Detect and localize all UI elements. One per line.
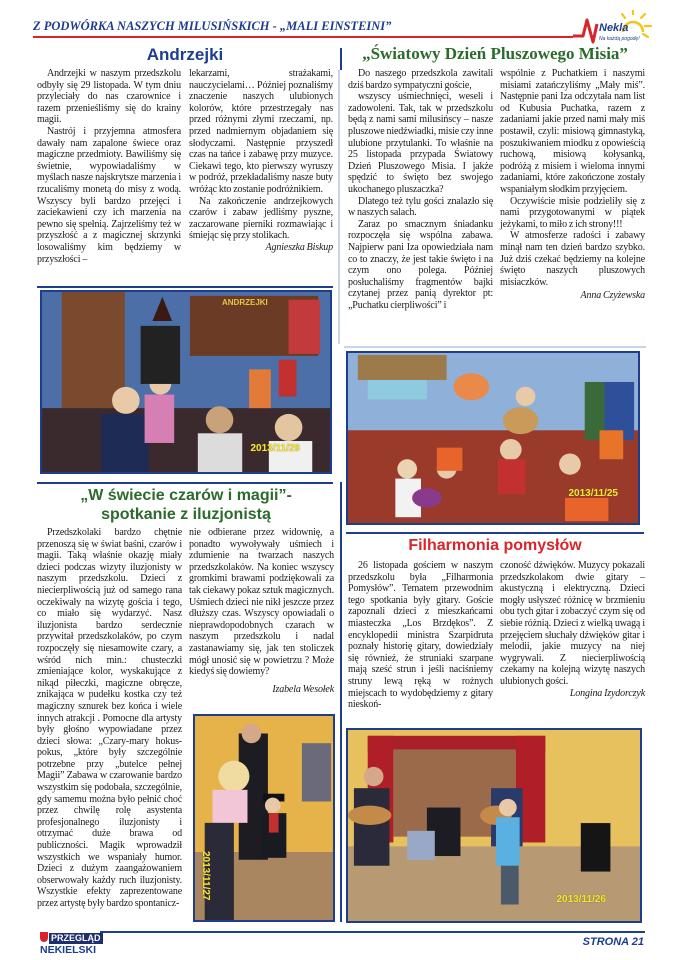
misia-column-2 (500, 68, 645, 302)
czary-column-2 (189, 527, 334, 695)
misia-column-1 (348, 68, 493, 311)
footer-rule (100, 931, 645, 933)
paragraph: Nastrój i przyjemna atmosfera dawały nam zapalone świece oraz magiczne przedmioty. Bawiliśmy się świetnie, wypowiadaliśmy w myślach nasze najskrytsze marzenia i rzucaliśmy monetą do misy z wodą. Wszyscy byli bardzo przejęci i zaciekawieni czy ich marzenia na pewno się spełnią. Zajrzeliśmy też w przyszłość a z magicznej skrzynki losowaliśmy kim będziemy w przyszłości – (37, 125, 181, 265)
headline-andrzejki: Andrzejki (146, 45, 224, 64)
photo-czary (193, 714, 335, 922)
photo-date-stamp: 2013/11/29 (250, 443, 300, 454)
paragraph: Andrzejki w naszym przedszkolu odbyły się 29 listopada. W tym dniu przyleciały do nas czarownice i razem przenieśliśmy się do krainy magii. (37, 68, 181, 126)
paragraph: nie odbierane przez widownię, a ponadto wywoływały uśmiech i zdumienie na twarzach naszych przedszkolaków. Na koniec wszyscy gromkimi brawami podziękowali za tak ciekawy pokaz sztuk magicznych. Uśmiech dzieci nie nikł jeszcze przez dłuższy czas. Wszyscy opowiadali o nieprawdopodobnych czarach w naszym przedszkolu i nadal zastanawiamy się, jak ten stoliczek mógł unosić się w powietrzu ? Może kiedyś się dowiemy? (189, 527, 334, 678)
headline-line: „W świecie czarów i magii”- (80, 487, 292, 504)
photo-image (348, 730, 640, 921)
section-rule (37, 286, 333, 288)
photo-sign: ANDRZEJKI (222, 298, 268, 307)
headline-line: spotkanie z iluzjonistą (101, 506, 271, 523)
section-rule-light (344, 346, 646, 348)
headline-czary (37, 486, 335, 524)
headline-mis: „Światowy Dzień Pluszowego Misia” (362, 44, 628, 63)
column-divider (340, 482, 342, 922)
paragraph: Zaraz po smacznym śniadanku rozpoczęła się wspólna zabawa. Najpierw pani Iza opowiedziała nam co to znaczy, że jest takie święto i na czym ono polega. Później posłuchaliśmy fragmentów bajki czytanej przez panią dyrektor pt: „Puchatku cierpliwości” i (348, 218, 493, 311)
paragraph: W atmosferze radości i zabawy minął nam ten dzień bardzo szybko. Już dziś czekać będziemy na kolejne święto naszych pluszowych misiaczków. (500, 230, 645, 288)
paragraph: Przedszkolaki bardzo chętnie przenoszą się w świat baśni, czarów i magii. Taką właśnie okazję miały dzieci podczas wizyty iluzjonisty w naszym przedszkolu. Dzieci z niecierpliwością już od samego rana oczekiwały na wizytę gościa i tego, co miało się wydarzyć. Nasz iluzjonista bardzo serdecznie przywitał przedszkolaków, po czym rozpoczęły się niesamowite czary, a wśród nich min.: chusteczki zmieniające kolor, wyskakujące z nikąd piłeczki, magiczne obręcze, znikająca w pudełku kostka czy też magiczny sznurek bez końca i wiele innych atrakcji . Pomocne dla artysty były głośno wypowiadane przez dzieci słowa: „Czary-mary hokus-pokus, „które były szczególnie potrzebne przy „butelce pełnej Magii” Zabawa w czarowanie bardzo wszystkim się podobała, szczególnie, gdy samemu można było pełnić choć przez chwilę rolę asystenta profesjonalnego iluzjonisty i otrzymać duże brawa od publiczności. Magik wprowadził wszystkich we wspaniały humor. Dzieci z dużym zaangażowaniem obserwowały każdy ruch iluzjonisty. Wszystkie efekty zaprezentowane przez artystę były bardzo spontanicz- (37, 527, 182, 909)
section-title: Z PODWÓRKA NASZYCH MILUSIŃSKICH - „MALI EINSTEINI” (33, 19, 392, 33)
photo-filharmonia (346, 728, 642, 923)
paragraph: Na zakończenie andrzejkowych czarów i zabaw jedliśmy pyszne, zaczarowane pierniki rozmawiając i śmiejąc się przy stolikach. (189, 195, 333, 242)
paragraph: wspólnie z Puchatkiem i naszymi misiami zatańczyliśmy „Mały miś”. Następnie pani Iza odczytała nam list od Kubusia Puchatka, razem z zadaniami jakie przed nami mały miś postawił, czyli: misiową gimnastyką, poszukiwaniem miodku z opowieścią ruchową, misiową kołysanką, podróżą z misiem i wieloma innymi zadaniami, które zakończone zostały wspaniałym słodkim przyjęciem. (500, 68, 645, 195)
photo-date-stamp: 2013/11/26 (556, 894, 606, 905)
logo-text: Nekla (599, 22, 629, 34)
photo-date-stamp: 2013/11/27 (200, 851, 211, 901)
photo-image (195, 716, 333, 920)
publication-name-line2: NEKIELSKI (40, 944, 97, 956)
author-signature: Agnieszka Biskup (265, 241, 333, 253)
column-divider (340, 48, 342, 70)
paragraph: Do naszego przedszkola zawitali dziś bardzo sympatyczni goście, (348, 68, 493, 91)
czary-column-1 (37, 527, 182, 910)
filharmonia-column-1 (348, 560, 493, 711)
author-signature: Longina Izydorczyk (569, 687, 645, 699)
publication-logo (40, 926, 103, 956)
andrzejki-column-1 (37, 68, 181, 282)
paragraph: Oczywiście misie podzieliły się z nami przygotowanymi w piątek jeżykami, to miło z ich strony!!! (500, 195, 645, 230)
paragraph: wszyscy uśmiechnięci, weseli i zadowoleni. Tak, tak w przedszkolu będą z nami sami milusińscy – nasze pluszowe niedźwiadki, misie czy inne ulubione przytulanki. To właśnie na 25 listopada przypada Światowy Dzień Pluszowego Misia. I jakże spędzić to święto bez swojego ukochanego pluszaczka? (348, 91, 493, 195)
page-number: STRONA 21 (582, 936, 644, 948)
paragraph: lekarzami, strażakami, nauczycielami… Później poznaliśmy znaczenie naszych ulubionych kolorów, które przestrzegały nas przed różnymi złymi rzeczami, np. przed nadmiernym objadaniem się słodyczami. Następnie przyszedł czas na tańce i zabawę przy muzyce. Ciekawi tego, kto pierwszy wyruszy w podróż, przekładaliśmy nasze buty wróżąc kto zostanie podróżnikiem. (189, 68, 333, 195)
column-divider-light (338, 70, 340, 344)
header-rule (33, 36, 573, 38)
photo-misia (346, 351, 640, 525)
publication-name-line1: PRZEGLĄD (51, 933, 101, 943)
section-rule (346, 532, 644, 534)
paragraph: 26 listopada gościem w naszym przedszkolu była „Filharmonia Pomysłów”. Tematem przewodnim tego spotkania były gitary. Goście zapoznali dzieci z mieszkańcami miasteczka „Los Brzdękos”. Z encyklopedii ministra Szarpidruta poznały historię gitary, dowiedziały się również, że struniaki szarpane mają sześć strun i jeśli naciśniemy struny lewą ręką w rożnych miejscach to wydobędziemy z gitary nieskoń- (348, 560, 493, 711)
filharmonia-column-2 (500, 560, 645, 699)
logo-tagline: Na każdą pogodę! (599, 36, 640, 42)
author-signature: Izabela Wesołek (272, 683, 334, 695)
headline-filharmonia: Filharmonia pomysłów (408, 537, 582, 554)
paragraph: Dlatego też tylu gości znalazło się w naszych salach. (348, 195, 493, 219)
section-rule (37, 482, 333, 484)
andrzejki-column-2 (189, 68, 333, 254)
paragraph: czoność dźwięków. Muzycy pokazali przedszkolakom dwie gitary – akustyczną i elektryczną. Dzieci mogły usłyszeć różnicę w brzmieniu obu tych gitar i zobaczyć czym się od siebie różnią. Dzieci z wielką uwagą i przejęciem słuchały dźwięków gitar i melodii, jakie muzycy na niej wygrywali. Z niecierpliwością czekamy na kolejną wizytę naszych ulubionych gości. (500, 560, 645, 687)
photo-andrzejki (40, 290, 332, 474)
crest-icon (40, 932, 48, 942)
author-signature: Anna Czyżewska (580, 290, 645, 302)
photo-date-stamp: 2013/11/25 (568, 488, 618, 499)
